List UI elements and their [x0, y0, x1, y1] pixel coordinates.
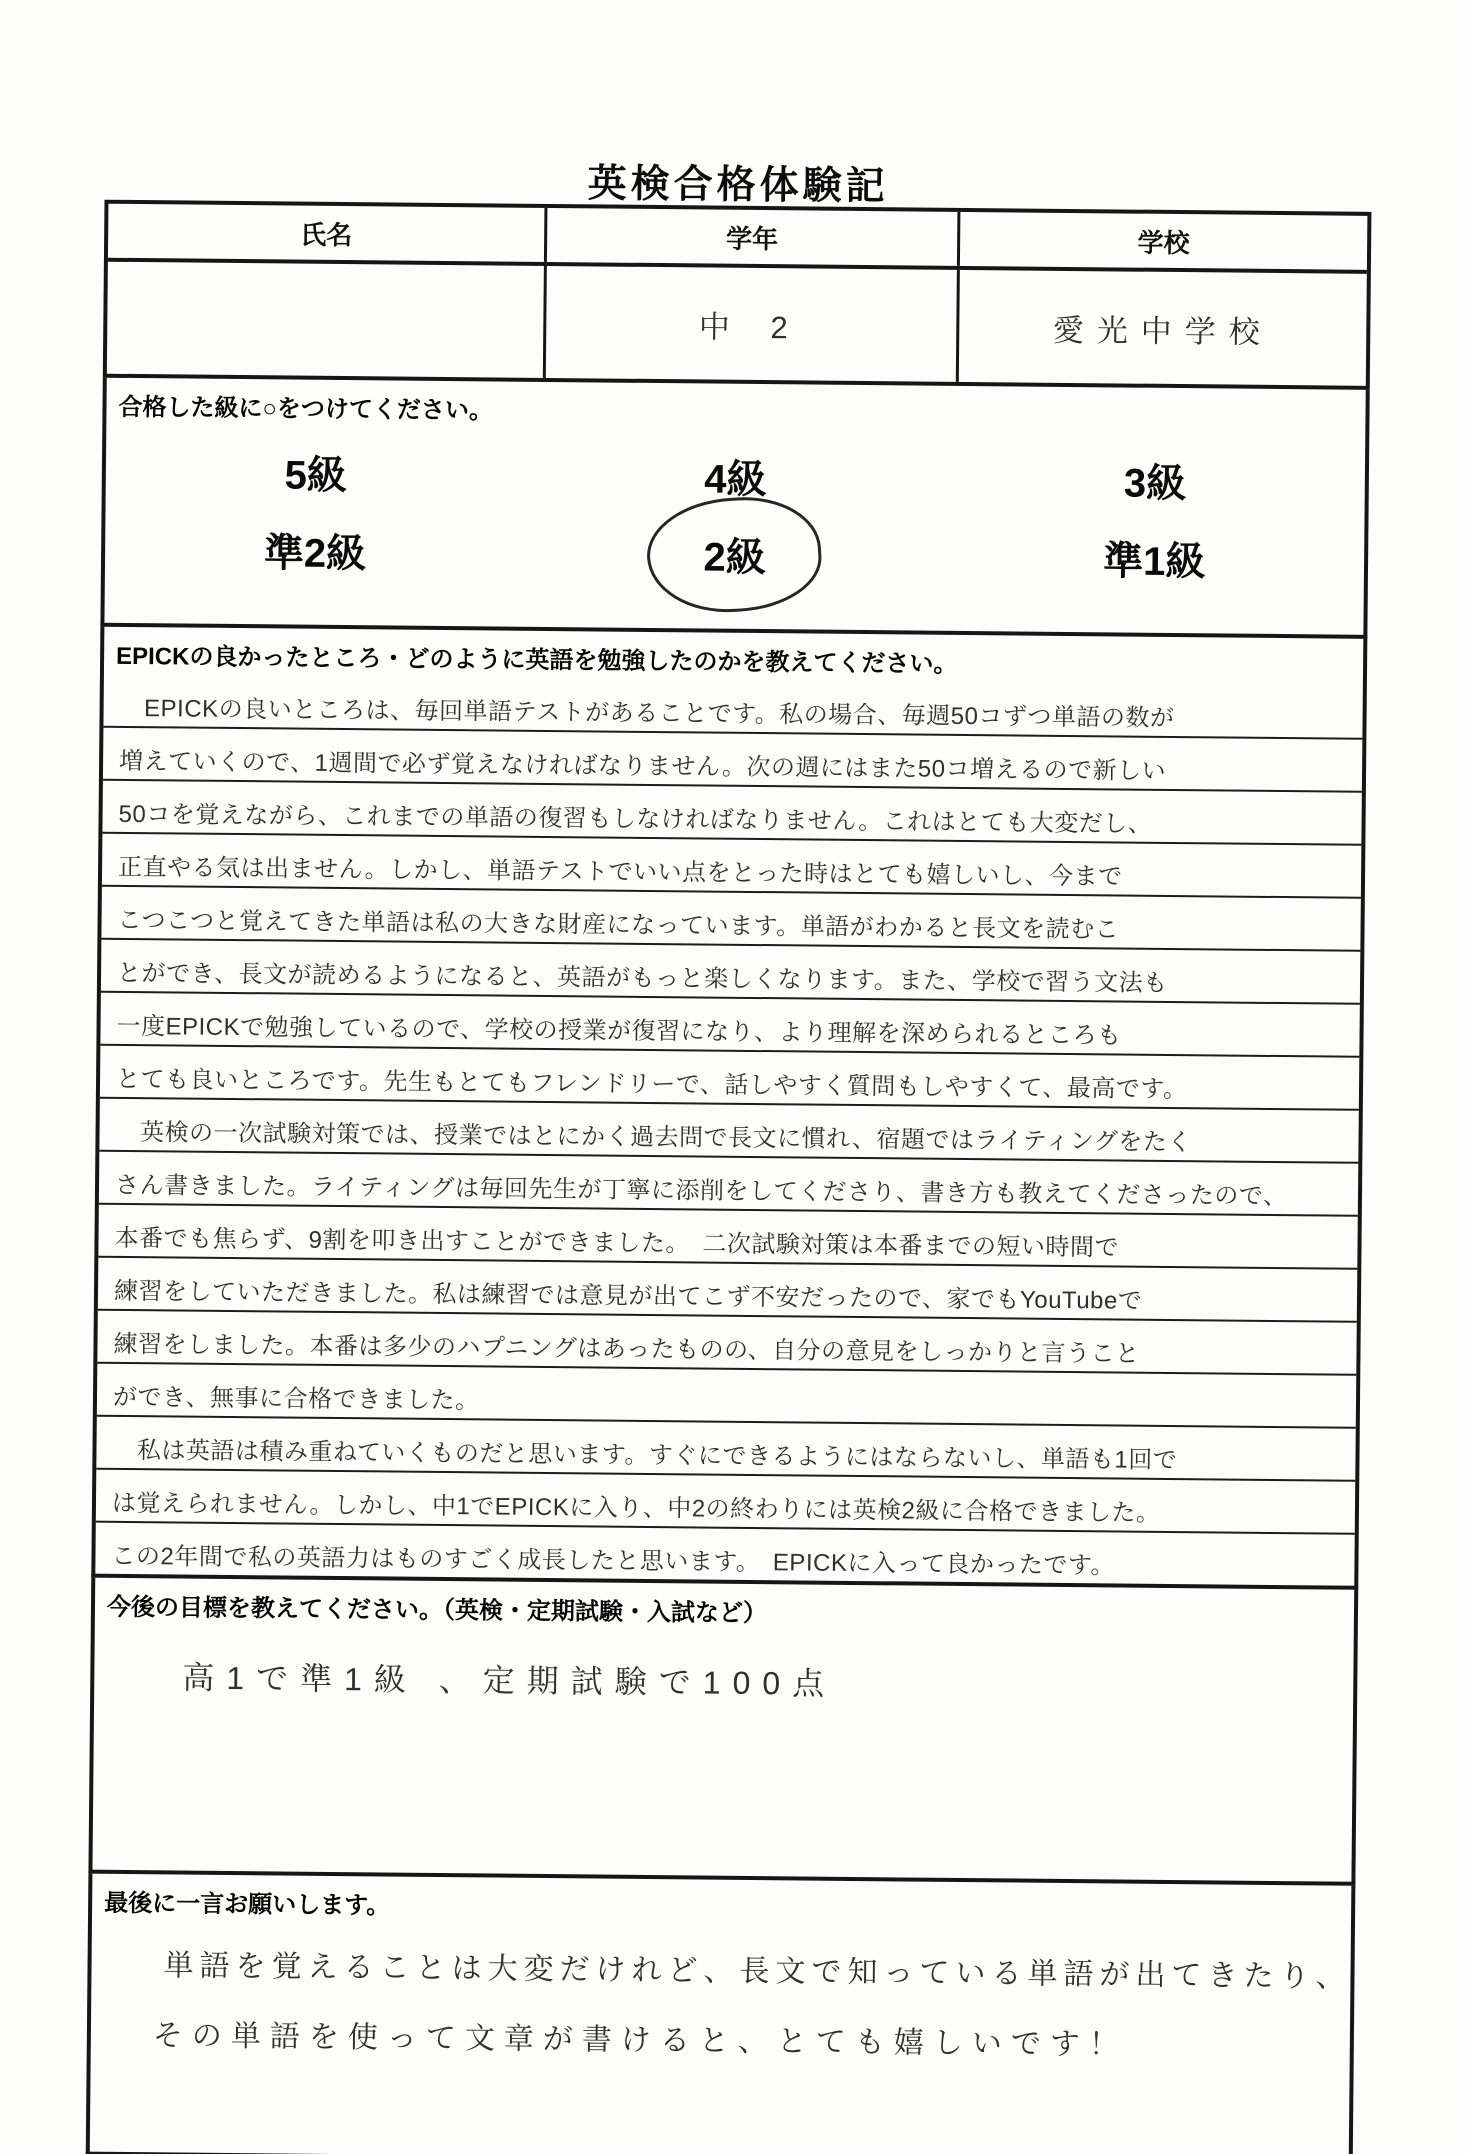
header-name: 氏名 [300, 219, 353, 250]
essay-line: この2年間で私の英語力はものすごく成長したと思います。 EPICKに入って良かったです。 [111, 1542, 1116, 1580]
grade-option-label: 4級 [703, 457, 767, 503]
grade-option-pre1kyu [944, 526, 1364, 608]
essay-line: は覚えられません。しかし、中1でEPICKに入り、中2の終わりには英検2級に合格できました。 [96, 1470, 1355, 1535]
grade-selection-section [100, 378, 1369, 639]
closing-prompt: 最後に一言お願いします。 [104, 1889, 391, 1920]
essay-line: 練習をしていただきました。私は練習では意見が出てこず不安だったので、家でもYouTubeで [98, 1258, 1357, 1323]
essay-line: とても良いところです。先生もとてもフレンドリーで、話しやすく質問もしやすくて、最高です。 [100, 1046, 1359, 1111]
value-grade: 中 2 [543, 266, 957, 382]
form-title: 英検合格体験記 [587, 162, 889, 209]
essay-line: ができ、無事に合格できました。 [97, 1364, 1356, 1429]
grade-option-label: 準1級 [1102, 539, 1206, 585]
essay-line: とができ、長文が読めるようになると、英語がもっと楽しくなります。また、学校で習う文法も [101, 940, 1360, 1005]
goal-section [88, 1578, 1358, 1886]
form-sheet [86, 148, 1372, 2154]
grade-option-label: 2級 [695, 523, 774, 585]
essay-section [91, 627, 1367, 1590]
essay-line: EPICKの良いところは、毎回単語テストがあることです。私の場合、毎週50コずつ単語の数が [103, 675, 1362, 740]
essay-line: さん書きました。ライティングは毎回先生が丁寧に添削をしてくださり、書き方も教えてくださったので、 [99, 1152, 1358, 1217]
grade-options-grid [105, 440, 1365, 608]
header-grade: 学年 [544, 208, 957, 266]
grade-instruction: 合格した級に○をつけてください。 [118, 393, 494, 425]
closing-section [86, 1874, 1356, 2154]
info-table [103, 200, 1372, 390]
goal-answer: 高1で準1級 、定期試験で100点 [182, 1659, 837, 1702]
value-name [107, 262, 544, 378]
closing-line: 単語を覚えることは大変だけれど、長文で知っている単語が出てきたり、 [163, 1949, 1352, 1994]
essay-line: 英検の一次試験対策では、授業ではとにかく過去問で長文に慣れ、宿題ではライティングをたく [99, 1099, 1358, 1164]
grade-option-label: 準2級 [263, 531, 367, 577]
closing-line: その単語を使って文章が書けると、とても嬉しいです！ [152, 2019, 1128, 2062]
essay-line: 増えていくので、1週間で必ず覚えなければなりません。次の週にはまた50コ増えるので新しい [103, 728, 1362, 793]
grade-option-5kyu [105, 440, 525, 522]
essay-prompt: EPICKの良かったところ・どのように英語を勉強したのかを教えてください。 [115, 642, 958, 678]
info-table-value-row [107, 258, 1367, 386]
grade-option-3kyu [945, 448, 1365, 530]
value-school: 愛光中学校 [956, 270, 1367, 386]
grade-option-label: 5級 [284, 453, 348, 499]
grade-option-label: 3級 [1123, 461, 1187, 507]
essay-line: こつこつと覚えてきた単語は私の大きな財産になっています。単語がわかると長文を読むこ [101, 887, 1360, 952]
essay-line: 練習をしました。本番は多少のハプニングはあったものの、自分の意見をしっかりと言うこと [97, 1311, 1356, 1376]
essay-line: 本番でも焦らず、9割を叩き出すことができました。 二次試験対策は本番までの短い時間で [98, 1205, 1357, 1270]
header-school: 学校 [957, 212, 1367, 270]
essay-line: 私は英語は積み重ねていくものだと思います。すぐにできるようにはならないし、単語も1回で [96, 1417, 1355, 1482]
grade-option-2kyu [524, 522, 944, 604]
essay-line: 正直やる気は出ません。しかし、単語テストでいい点をとった時はとても嬉しいし、今まで [102, 834, 1361, 899]
essay-line: 50コを覚えながら、これまでの単語の復習もしなければなりません。これはとても大変だし、 [102, 781, 1361, 846]
grade-option-pre2kyu [105, 518, 525, 600]
essay-lines [95, 675, 1363, 1586]
essay-line: 一度EPICKで勉強しているので、学校の授業が復習になり、より理解を深められるところも [100, 993, 1359, 1058]
goal-prompt: 今後の目標を教えてください。（英検・定期試験・入試など） [106, 1593, 768, 1628]
